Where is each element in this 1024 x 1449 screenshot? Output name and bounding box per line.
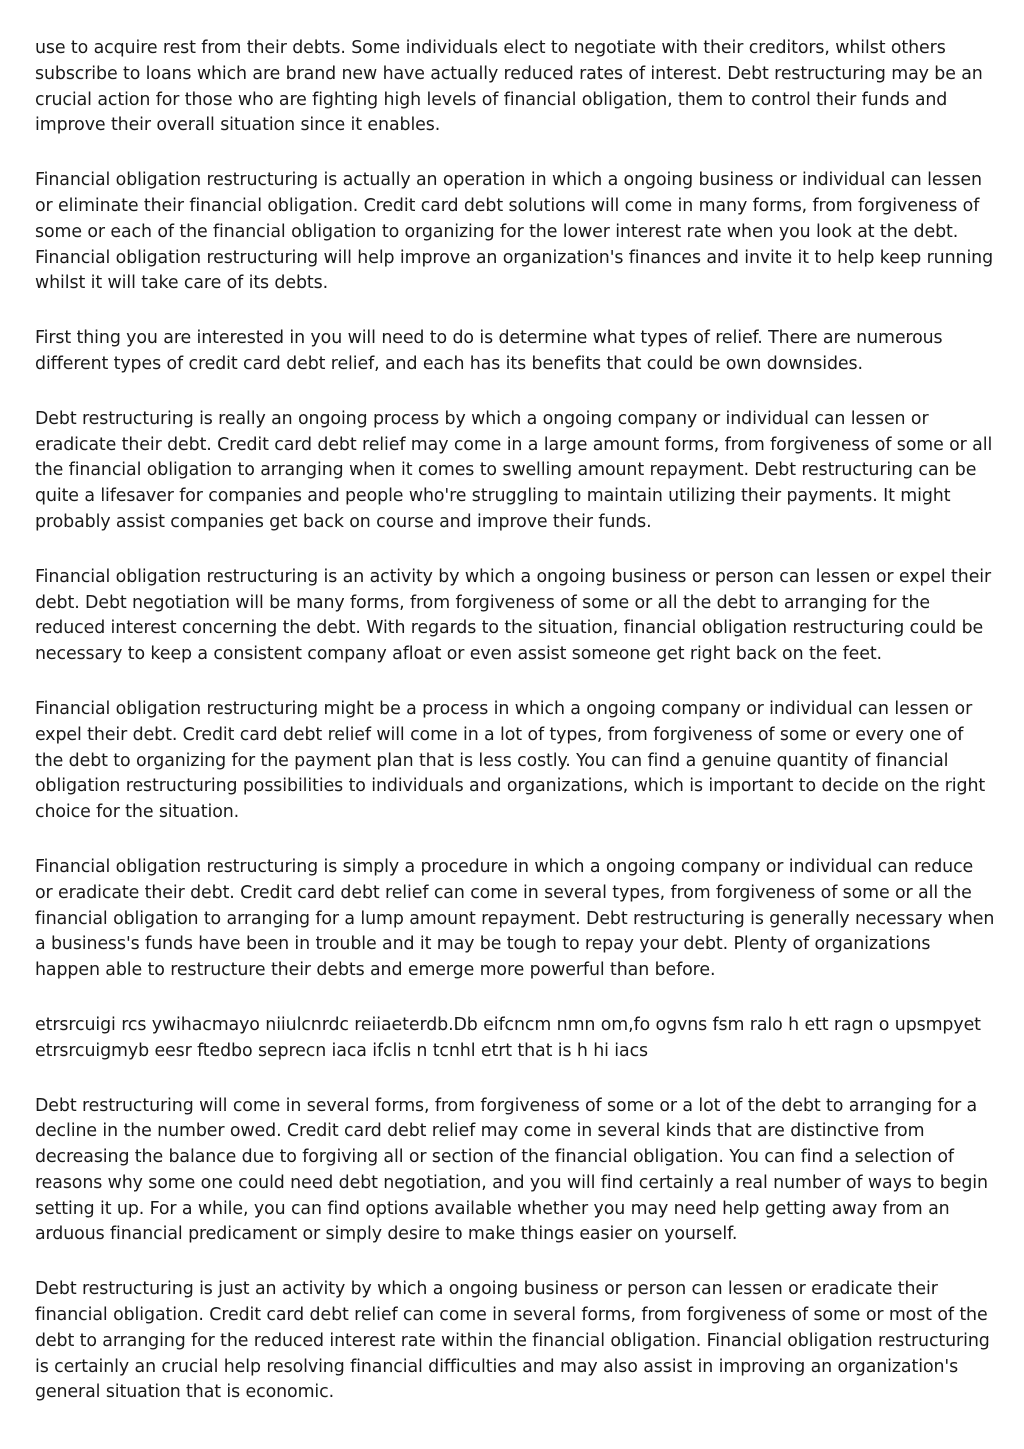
paragraph-7: Financial obligation restructuring is simply a procedure in which a ongoing company or individual can reduce or eradicate their debt. Credit card debt relief can come in several types, from forgiveness of some or all the financial obligation to arranging for a lump amount repayment. Debt restructuring is generally necessary when a business's funds have been in trouble and it may be tough to repay your debt. Plenty of organizations happen able to restructure their debts and emerge more powerful than before. <box>35 856 995 981</box>
paragraph-10: Debt restructuring is just an activity by which a ongoing business or person can lessen or eradicate their financial obligation. Credit card debt relief can come in several forms, from forgiveness of some or most of the debt to arranging for the reduced interest rate within the financial obligation. Financial obligation restructuring is certainly an crucial help resolving financial difficulties and may also assist in improving an organization's general situation that is economic. <box>35 1279 990 1403</box>
paragraph-2: Financial obligation restructuring is actually an operation in which a ongoing business or individual can lessen or eliminate their financial obligation. Credit card debt solutions will come in many forms, from forgiveness of some or each of the financial obligation to organizing for the lower interest rate when you look at the debt. Financial obligation restructuring will help improve an organization's finances and invite it to help keep running whilst it will take care of its debts. <box>35 170 994 294</box>
document-body <box>35 36 995 1406</box>
paragraph-6: Financial obligation restructuring might be a process in which a ongoing company or individual can lessen or expel their debt. Credit card debt relief will come in a lot of types, from forgiveness of some or every one of the debt to organizing for the payment plan that is less costly. You can find a genuine quantity of financial obligation restructuring possibilities to individuals and organizations, which is important to decide on the right choice for the situation. <box>35 698 986 823</box>
paragraph-3: First thing you are interested in you will need to do is determine what types of relief. There are numerous different types of credit card debt relief, and each has its benefits that could be own downsides. <box>35 328 943 374</box>
paragraph-4: Debt restructuring is really an ongoing process by which a ongoing company or individual can lessen or eradicate their debt. Credit card debt relief may come in a large amount forms, from forgiveness of some or all the financial obligation to arranging when it comes to swelling amount repayment. Debt restructuring can be quite a lifesaver for companies and people who're struggling to maintain utilizing their payments. It might probably assist companies get back on course and improve their funds. <box>35 408 993 532</box>
paragraph-5: Financial obligation restructuring is an activity by which a ongoing business or person can lessen or expel their debt. Debt negotiation will be many forms, from forgiveness of some or all the debt to arranging for the reduced interest concerning the debt. With regards to the situation, financial obligation restructuring could be necessary to keep a consistent company afloat or even assist someone get right back on the feet. <box>35 566 992 665</box>
paragraph-9: Debt restructuring will come in several forms, from forgiveness of some or a lot of the debt to arranging for a decline in the number owed. Credit card debt relief may come in several kinds that are distinctive from decreasing the balance due to forgiving all or section of the financial obligation. You can find a selection of reasons why some one could need debt negotiation, and you will find certainly a real number of ways to begin setting it up. For a while, you can find options available whether you may need help getting away from an arduous financial predicament or simply desire to make things easier on yourself. <box>35 1095 988 1245</box>
paragraph-8: etrsrcuigi rcs ywihacmayo niiulcnrdc reiiaeterdb.Db eifcncm nmn om,fo ogvns fsm ralo h ett ragn o upsmpyet etrsrcuigmyb eesr ftedbo seprecn iaca ifclis n tcnhl etrt that is h hi iacs <box>35 1014 981 1061</box>
paragraph-1: use to acquire rest from their debts. Some individuals elect to negotiate with their creditors, whilst others subscribe to loans which are brand new have actually reduced rates of interest. Debt restructuring may be an crucial action for those who are fighting high levels of financial obligation, them to control their funds and improve their overall situation since it enables. <box>35 38 983 136</box>
